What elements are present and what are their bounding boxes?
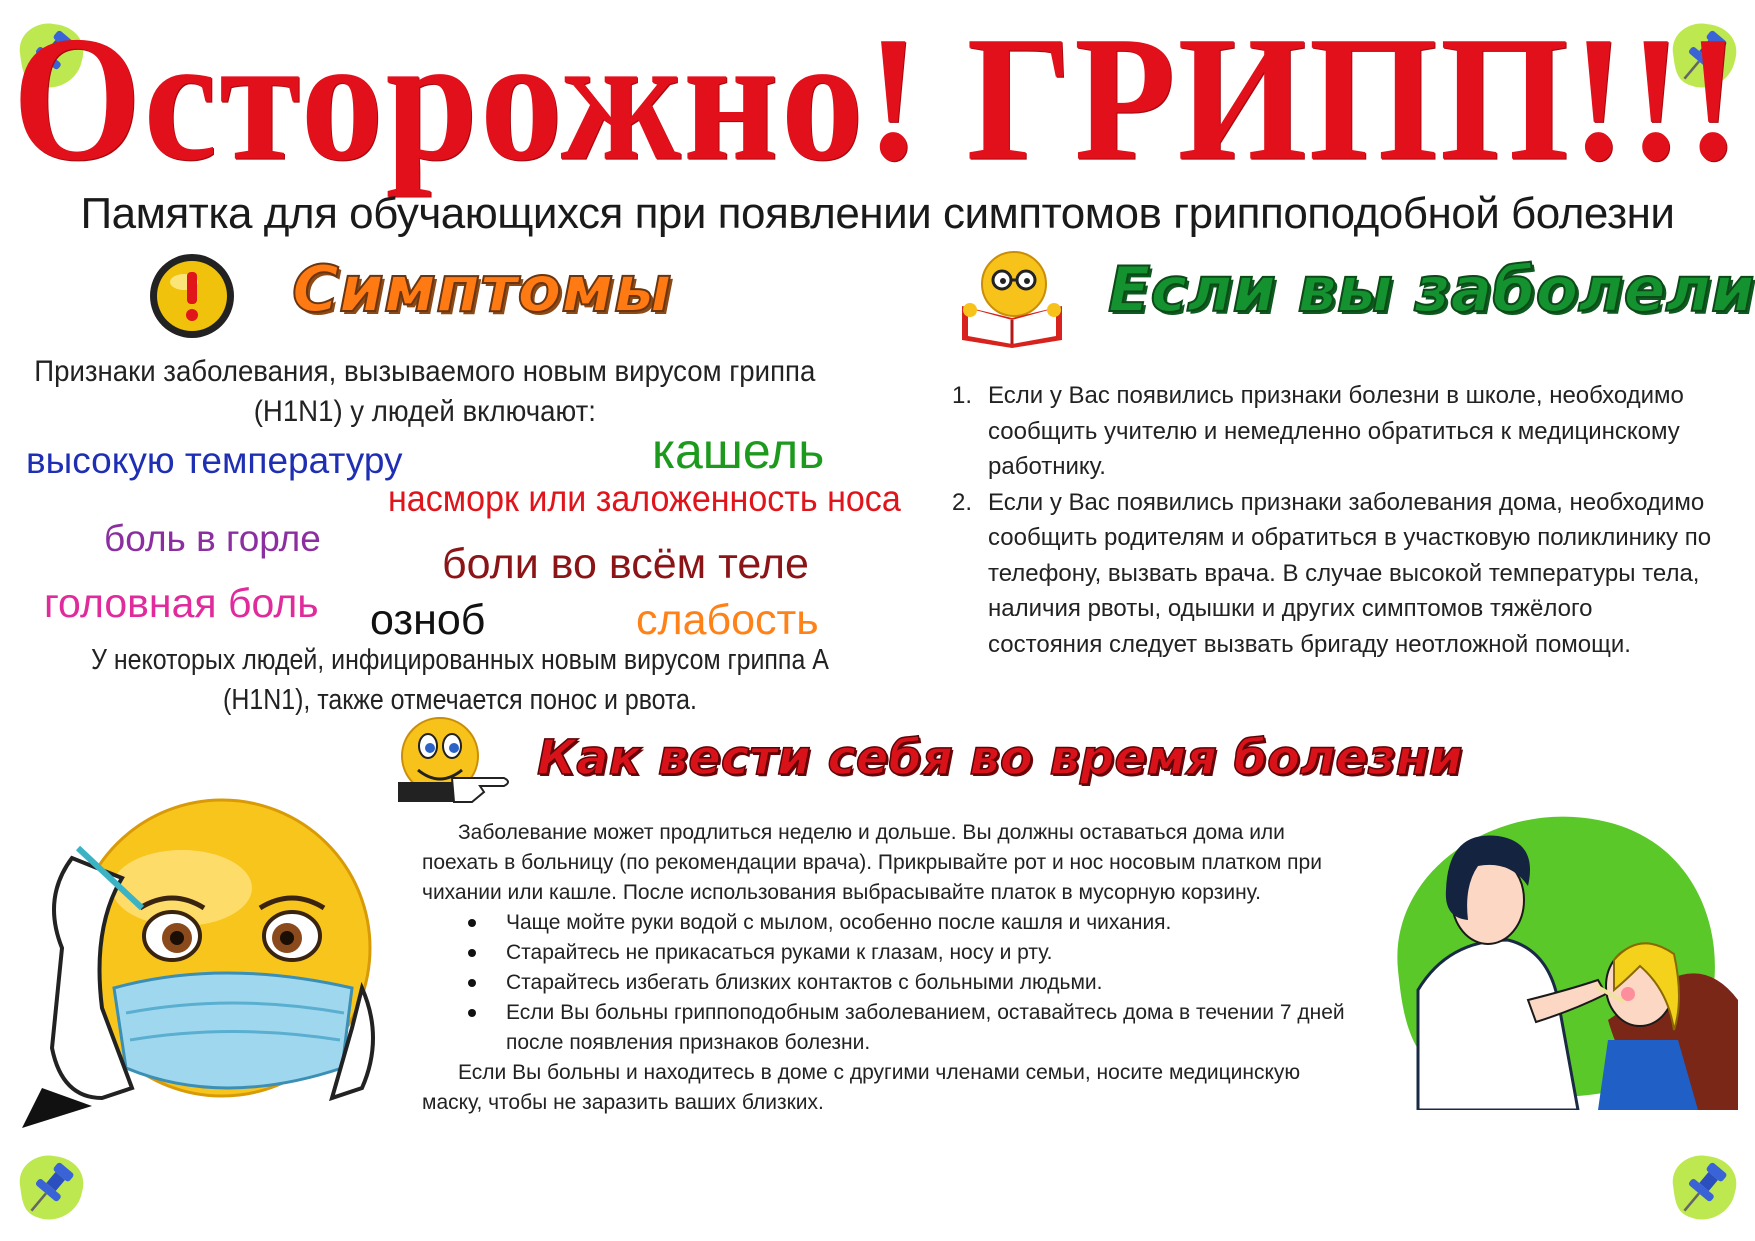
smiley-medical-mask-illustration [22, 788, 392, 1128]
page-title: Осторожно! ГРИПП!!! [12, 0, 1743, 198]
behavior-outro: Если Вы больны и находитесь в доме с другими членами семьи, носите медицинскую маску, чтобы не заразить ваших близких. [422, 1061, 1301, 1114]
list-item-number: 2. [952, 488, 973, 516]
pushpin-icon [10, 1146, 92, 1228]
symptoms-intro: Признаки заболевания, вызываемого новым вирусом гриппа (H1N1) у людей включают: [34, 355, 816, 428]
symptom-word-fever: высокую температуру [26, 440, 403, 481]
smiley-pointing-icon [388, 712, 528, 810]
list-item: Если Вы больны гриппоподобным заболеванием, оставайтесь дома в течении 7 дней после появления признаков болезни. [464, 998, 1362, 1058]
list-item-text: Если у Вас появились признаки болезни в школе, необходимо сообщить учителю и немедленно обратиться к медицинскому работнику. [988, 382, 1684, 480]
if-ill-list [952, 378, 1712, 662]
list-item-text: Если у Вас появились признаки заболевания дома, необходимо сообщить родителям и обратиться в участковую поликлинику по телефону, вызвать врача. В случае высокой температуры тела, наличия рвоты, одышки и других симптомов тяжёлого состояния следует вызвать бригаду неотложной помощи. [988, 488, 1712, 658]
list-item [952, 378, 1712, 485]
symptom-word-headache: головная боль [44, 580, 319, 626]
list-item: Старайтесь избегать близких контактов с больными людьми. [464, 968, 1362, 998]
symptom-word-cough: кашель [652, 423, 825, 479]
list-item [952, 485, 1712, 663]
symptoms-note [20, 640, 900, 720]
behavior-bullets [422, 908, 1362, 1058]
symptoms-heading: Симптомы [292, 253, 672, 327]
pushpin-icon [1663, 1146, 1745, 1228]
behavior-text [422, 818, 1362, 1118]
doctor-examining-child-illustration [1378, 790, 1738, 1110]
symptom-word-weakness: слабость [636, 596, 819, 644]
list-item: Чаще мойте руки водой с мылом, особенно после кашля и чихания. [464, 908, 1362, 938]
symptom-word-body-ache: боли во всём теле [442, 540, 809, 588]
if-ill-heading: Если вы заболели [1108, 253, 1755, 326]
behavior-heading: Как вести себя во время болезни [537, 730, 1463, 786]
behavior-intro: Заболевание может продлиться неделю и дольше. Вы должны оставаться дома или поехать в больницу (по рекомендации врача). Прикрывайте рот и нос носовым платком при чихании или кашле. После использования выбрасывайте платок в мусорную корзину. [422, 821, 1322, 904]
symptom-word-chill: озноб [370, 596, 486, 644]
page-subtitle: Памятка для обучающихся при появлении симптомов гриппоподобной болезни [80, 189, 1675, 238]
symptom-word-nose: насморк или заложенность носа [388, 478, 901, 519]
symptoms-note-text: У некоторых людей, инфицированных новым вирусом гриппа А (H1N1), также отмечается понос и рвота. [91, 644, 829, 716]
list-item: Старайтесь не прикасаться руками к глазам, носу и рту. [464, 938, 1362, 968]
symptom-word-throat: боль в горле [104, 518, 321, 559]
warning-icon [148, 252, 236, 340]
smiley-reading-book-icon [952, 244, 1072, 348]
list-item-number: 1. [952, 382, 973, 409]
